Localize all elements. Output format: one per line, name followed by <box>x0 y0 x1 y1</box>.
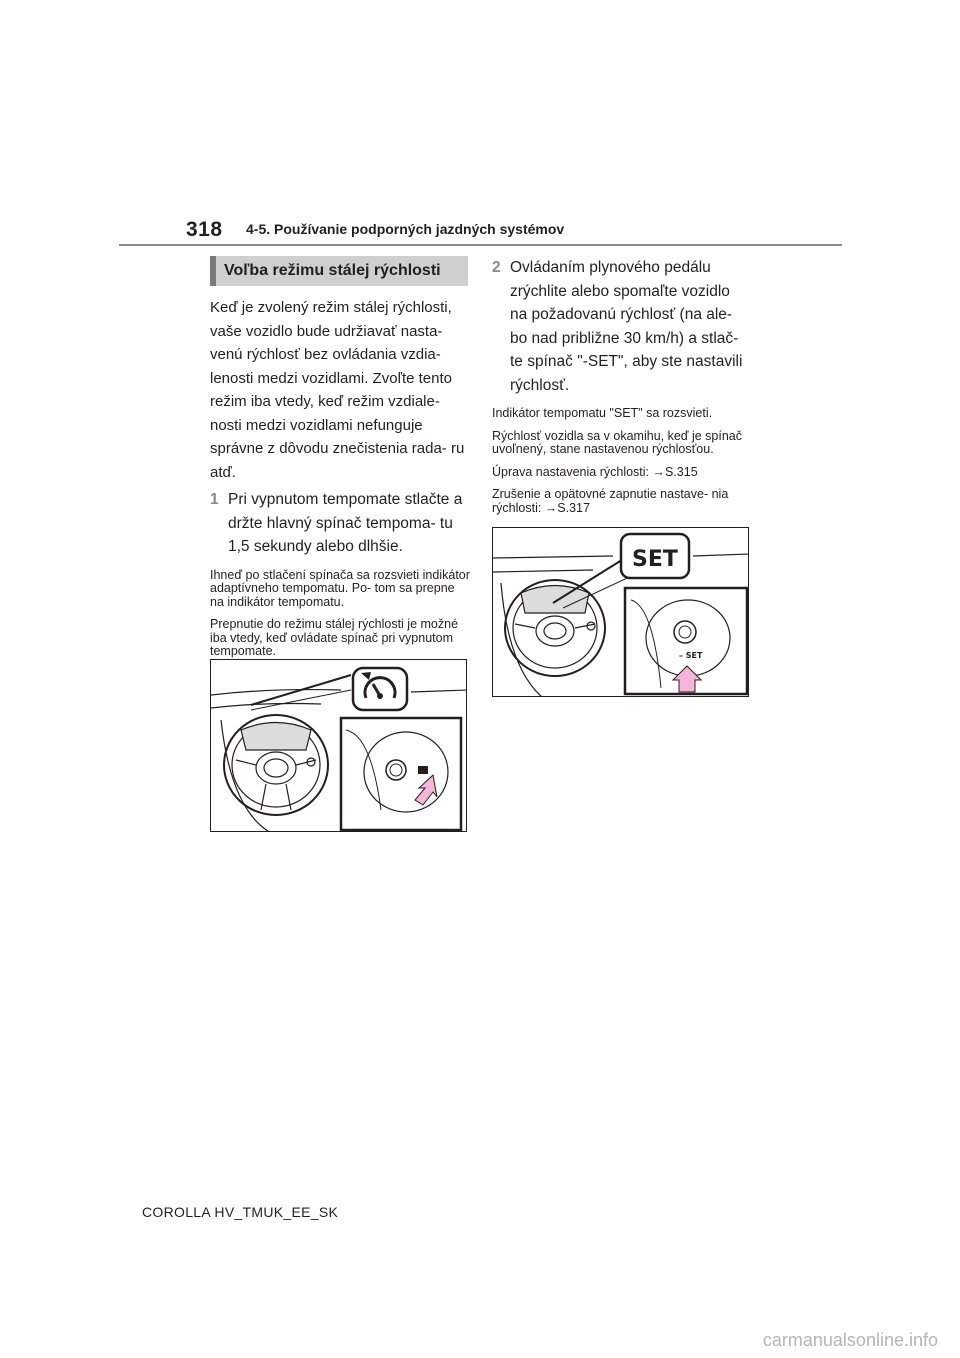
set-callout-label: SET <box>632 547 678 572</box>
section-title: 4-5. Používanie podporných jazdných systémov <box>246 221 565 237</box>
left-column <box>210 256 470 659</box>
step-2-text: Ovládaním plynového pedálu zrýchlite alebo spomaľte vozidlo na požadovanú rýchlosť (na ale- bo nad približne 30 km/h) a stlač- te spínač "-SET", aby ste nastavili rýchlosť. <box>510 259 743 394</box>
step-2-note-4: Zrušenie a opätovné zapnutie nastave- nia rýchlosti: →S.317 <box>492 487 729 515</box>
intro-paragraph: Keď je zvolený režim stálej rýchlosti, vaše vozidlo bude udržiavať nasta- venú rýchlosť bez ovládania vzdia- lenosti medzi vozidlami. Zvoľte tento režim iba vtedy, keď režim vzdiale- nosti medzi vozidlami nefunguje správne z dôvodu znečistenia rada- ru atď. <box>210 299 465 481</box>
right-column <box>492 256 750 515</box>
footer-model-code: COROLLA HV_TMUK_EE_SK <box>142 1204 339 1220</box>
set-switch-label: – SET <box>679 651 703 660</box>
figure-set-switch <box>492 527 749 697</box>
page-number: 318 <box>186 218 223 241</box>
step-1 <box>210 488 470 559</box>
set-callout <box>621 534 689 578</box>
step-1-note-1: Ihneď po stlačení spínača sa rozsvieti indikátor adaptívneho tempomatu. Po- tom sa prepne na indikátor tempomatu. <box>210 567 470 609</box>
step-1-note-2: Prepnutie do režimu stálej rýchlosti je možné iba vtedy, keď ovládate spínač pri vypnutom tempomate. <box>210 617 459 658</box>
step-2 <box>492 256 750 397</box>
step-2-note-2: Rýchlosť vozidla sa v okamihu, keď je spínač uvoľnený, stane nastavenou rýchlosťou. <box>492 428 742 456</box>
figure-cruise-main-switch <box>210 659 467 832</box>
step-2-note-3: Úprava nastavenia rýchlosti: →S.315 <box>492 464 698 479</box>
watermark: carmanualsonline.info <box>762 1330 938 1350</box>
step-2-note-1: Indikátor tempomatu "SET" sa rozsvieti. <box>492 406 713 420</box>
header-rule <box>119 244 842 246</box>
section-heading: Voľba režimu stálej rýchlosti <box>210 256 468 286</box>
step-1-number: 1 <box>210 491 219 508</box>
speedometer-cruise-icon <box>353 668 407 710</box>
switch-zoom-circle <box>341 718 461 830</box>
step-2-number: 2 <box>492 259 501 276</box>
step-1-text: Pri vypnutom tempomate stlačte a držte hlavný spínač tempoma- tu 1,5 sekundy alebo dlhšie. <box>228 491 463 555</box>
steering-wheel-illustration <box>211 660 467 832</box>
steering-wheel-illustration-set <box>493 528 749 697</box>
